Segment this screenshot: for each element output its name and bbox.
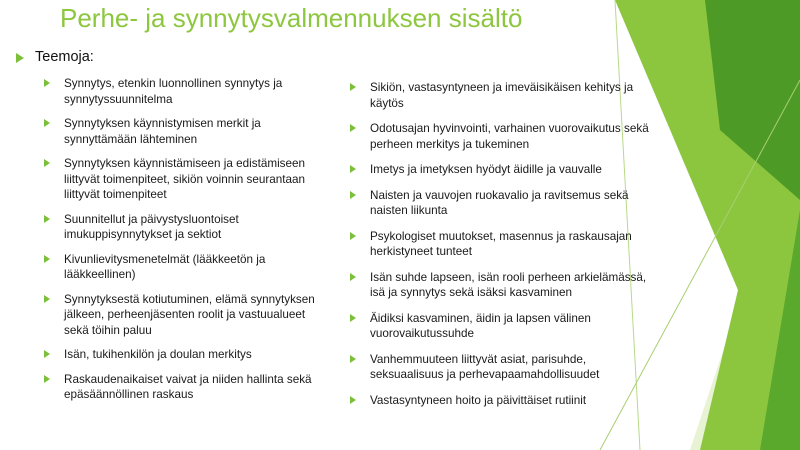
arrow-bullet-icon	[44, 350, 50, 358]
arrow-bullet-icon	[16, 53, 24, 63]
arrow-bullet-icon	[350, 232, 356, 240]
list-item: Synnytys, etenkin luonnollinen synnytys ja synnytyssuunnitelma	[44, 76, 324, 107]
list-item: Odotusajan hyvinvointi, varhainen vuorovaikutus sekä perheen merkitys ja tukeminen	[350, 121, 650, 152]
list-item: Psykologiset muutokset, masennus ja raskausajan herkistyneet tunteet	[350, 229, 650, 260]
list-item: Naisten ja vauvojen ruokavalio ja ravitsemus sekä naisten liikunta	[350, 188, 650, 219]
list-item: Äidiksi kasvaminen, äidin ja lapsen välinen vuorovaikutussuhde	[350, 311, 650, 342]
arrow-bullet-icon	[350, 165, 356, 173]
arrow-bullet-icon	[44, 215, 50, 223]
arrow-bullet-icon	[44, 295, 50, 303]
arrow-bullet-icon	[350, 273, 356, 281]
list-item: Synnytyksestä kotiutuminen, elämä synnytyksen jälkeen, perheenjäsenten roolit ja vastuualueet sekä töihin paluu	[44, 292, 324, 339]
arrow-bullet-icon	[350, 314, 356, 322]
slide-title: Perhe- ja synnytysvalmennuksen sisältö	[60, 3, 523, 33]
list-item: Vastasyntyneen hoito ja päivittäiset rutiinit	[350, 393, 650, 409]
list-item: Sikiön, vastasyntyneen ja imeväisikäisen kehitys ja käytös	[350, 80, 650, 111]
arrow-bullet-icon	[44, 79, 50, 87]
left-bullet-list	[44, 76, 324, 403]
arrow-bullet-icon	[350, 83, 356, 91]
list-item: Synnytyksen käynnistymisen merkit ja synnyttämään lähteminen	[44, 116, 324, 147]
arrow-bullet-icon	[44, 159, 50, 167]
arrow-bullet-icon	[350, 355, 356, 363]
list-item: Imetys ja imetyksen hyödyt äidille ja vauvalle	[350, 162, 650, 178]
list-item: Isän, tukihenkilön ja doulan merkitys	[44, 347, 324, 363]
list-item: Synnytyksen käynnistämiseen ja edistämiseen liittyvät toimenpiteet, sikiön voinnin seurantaan liittyvät toimenpiteet	[44, 156, 324, 203]
heading-label: Teemoja:	[35, 49, 94, 65]
list-item: Suunnitellut ja päivystysluontoiset imukuppisynnytykset ja sektiot	[44, 212, 324, 243]
arrow-bullet-icon	[350, 191, 356, 199]
heading-bullet	[16, 49, 94, 65]
list-item: Kivunlievitysmenetelmät (lääkkeetön ja lääkkeellinen)	[44, 252, 324, 283]
list-item: Raskaudenaikaiset vaivat ja niiden hallinta sekä epäsäännöllinen raskaus	[44, 372, 324, 403]
arrow-bullet-icon	[44, 255, 50, 263]
list-item: Isän suhde lapseen, isän rooli perheen arkielämässä, isä ja synnytys sekä isäksi kasvaminen	[350, 270, 650, 301]
arrow-bullet-icon	[350, 396, 356, 404]
arrow-bullet-icon	[350, 124, 356, 132]
arrow-bullet-icon	[44, 119, 50, 127]
list-item: Vanhemmuuteen liittyvät asiat, parisuhde, seksuaalisuus ja perhevapaamahdollisuudet	[350, 352, 650, 383]
right-bullet-list	[350, 80, 650, 408]
arrow-bullet-icon	[44, 375, 50, 383]
